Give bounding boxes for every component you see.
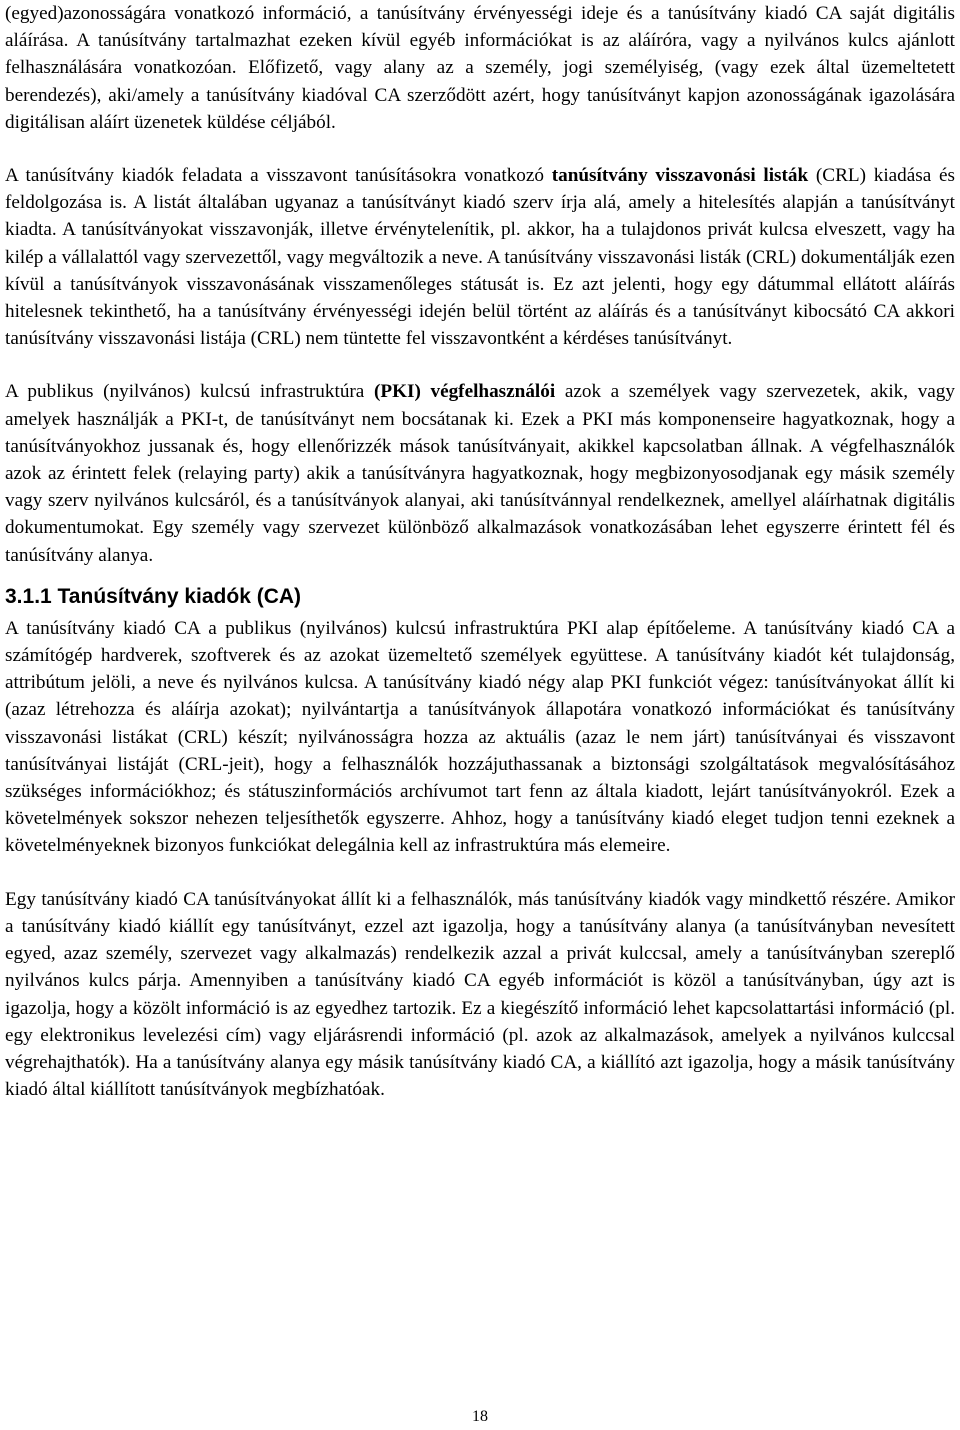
bold-term-crl: tanúsítvány visszavonási listák: [551, 165, 809, 187]
paragraph-gap: [5, 352, 955, 378]
paragraph-ca-issuing: [5, 886, 955, 1104]
bold-term-pki-end-users: (PKI) végfelhasználói: [373, 381, 556, 403]
document-page: [5, 0, 955, 1103]
paragraph-gap: [5, 136, 955, 162]
paragraph-ca-intro: [5, 615, 955, 860]
paragraph-crl: [5, 162, 955, 352]
page-number: 18: [472, 1408, 488, 1425]
paragraph-text: A tanúsítvány kiadók feladata a visszavont tanúsításokra vonatkozó: [5, 165, 552, 187]
paragraph-text: (CRL) kiadása és feldolgozása is. A listát általában ugyanaz a tanúsítványt kiadó szerv írja alá, amely a hitelesítés alapján a tanúsítványt kiadta. A tanúsítványokat visszavonják, illetve érvénytelenítik, pl. akkor, ha a tulajdonos privát kulcsa elveszett, vagy ha kilép a vállalattól vagy szervezettől, vagy megváltozik a neve. A tanúsítvány visszavonási listák (CRL) dokumentálják ezen kívül a tanúsítványok visszavonásának visszamenőleges státusát is. Ez azt jelenti, hogy egy dátummal ellátott aláírás hitelesnek tekinthető, ha a tanúsítvány érvényességi idején belül történt az aláírás és a tanúsítványt kibocsátó CA akkori tanúsítvány visszavonási listája (CRL) nem tüntette fel visszavontként a kérdéses tanúsítványt.: [5, 165, 955, 350]
paragraph-subscriber: [5, 0, 955, 136]
paragraph-gap: [5, 860, 955, 886]
paragraph-text: (egyed)azonosságára vonatkozó információ, a tanúsítvány érvényességi ideje és a tanúsítvány kiadó CA saját digitális aláírása. A tanúsítvány tartalmazhat ezeken kívül egyéb információkat is az aláíróra, vagy a nyilvános kulcs ajánlott felhasználására vonatkozóan. Előfizető, vagy alany az a személy, jogi személyiség, (vagy ezek által üzemeltetett berendezés), aki/amely a tanúsítvány kiadóval CA szerződött azért, hogy tanúsítványt kapjon azonosságának igazolására digitálisan aláírt üzenetek küldése céljából.: [5, 3, 955, 133]
paragraph-text: A tanúsítvány kiadó CA a publikus (nyilvános) kulcsú infrastruktúra PKI alap építőeleme. A tanúsítvány kiadó CA a számítógép hardverek, szoftverek és az azokat üzemeltető személyek együttese. A tanúsítvány kiadót két tulajdonság, attribútum jelöli, a neve és nyilvános kulcsa. A tanúsítvány kiadó négy alap PKI funkciót végez: tanúsítványokat állít ki (azaz létrehozza és aláírja azokat); nyilvántartja a tanúsítványok állapotára vonatkozó információkat és tanúsítvány visszavonási listákat (CRL) készít; nyilvánosságra hozza az aktuális (azaz le nem járt) tanúsítványai és visszavont tanúsítványai listáját (CRL-jeit), hogy a felhasználók hozzájuthassanak a biztonsági szolgáltatások megvalósításához szükséges információkhoz; és státuszinformációs archívumot tart fenn az általa kiadott, lejárt tanúsítványokról. Ezek a követelmények sokszor nehezen teljesíthetők egyszerre. Ahhoz, hogy a tanúsítvány kiadó eleget tudjon tenni ezeknek a követelményeknek bizonyos funkciókat delegálnia kell az infrastruktúra más elemeire.: [5, 617, 955, 857]
paragraph-text: Egy tanúsítvány kiadó CA tanúsítványokat állít ki a felhasználók, más tanúsítvány kiadók vagy mindkettő részére. Amikor a tanúsítvány kiadó kiállít egy tanúsítványt, ezzel azt igazolja, hogy a tanúsítvány alanya (a tanúsítványban nevesített egyed, azaz személy, szervezet vagy alkalmazás) rendelkezik azzal a privát kulccsal, amely a tanúsítványban szereplő nyilvános kulcs párja. Amennyiben a tanúsítvány kiadó CA egyéb információt is közöl a tanúsítványban, úgy azt is igazolja, hogy a közölt információ is az egyedhez tartozik. Ez a kiegészítő információ lehet kapcsolattartási információ (pl. egy elektronikus levelezési cím) vagy eljárásrendi információ (pl. azok az alkalmazások, amelyek a nyilvános kulccsal végrehajthatók). Ha a tanúsítvány alanya egy másik tanúsítvány kiadó CA, a kiállító azt igazolja, hogy a másik tanúsítvány kiadó által kiállított tanúsítványok megbízhatóak.: [5, 888, 955, 1101]
paragraph-text: azok a személyek vagy szervezetek, akik, vagy amelyek használják a PKI-t, de tanúsítványt nem bocsátanak ki. Ezek a PKI más komponenseire hagyatkoznak, hogy a tanúsítványokhoz jussanak és, hogy ellenőrizzék mások tanúsítványait, akikkel kapcsolatban állnak. A végfelhasználók azok az érintett felek (relaying party) akik a tanúsítványra hagyatkoznak, hogy megbizonyosodjanak egy másik személy vagy szerv nyilvános kulcsáról, és a tanúsítványok alanyai, aki tanúsítvánnyal rendelkeznek, amellyel aláírhatnak digitális dokumentumokat. Egy személy vagy szervezet különböző alkalmazások vonatkozásában lehet egyszerre érintett fél és tanúsítvány alanya.: [5, 381, 955, 566]
section-heading: 3.1.1 Tanúsítvány kiadók (CA): [5, 584, 302, 608]
paragraph-end-users: [5, 378, 955, 568]
paragraph-text: A publikus (nyilvános) kulcsú infrastruktúra: [5, 381, 374, 403]
